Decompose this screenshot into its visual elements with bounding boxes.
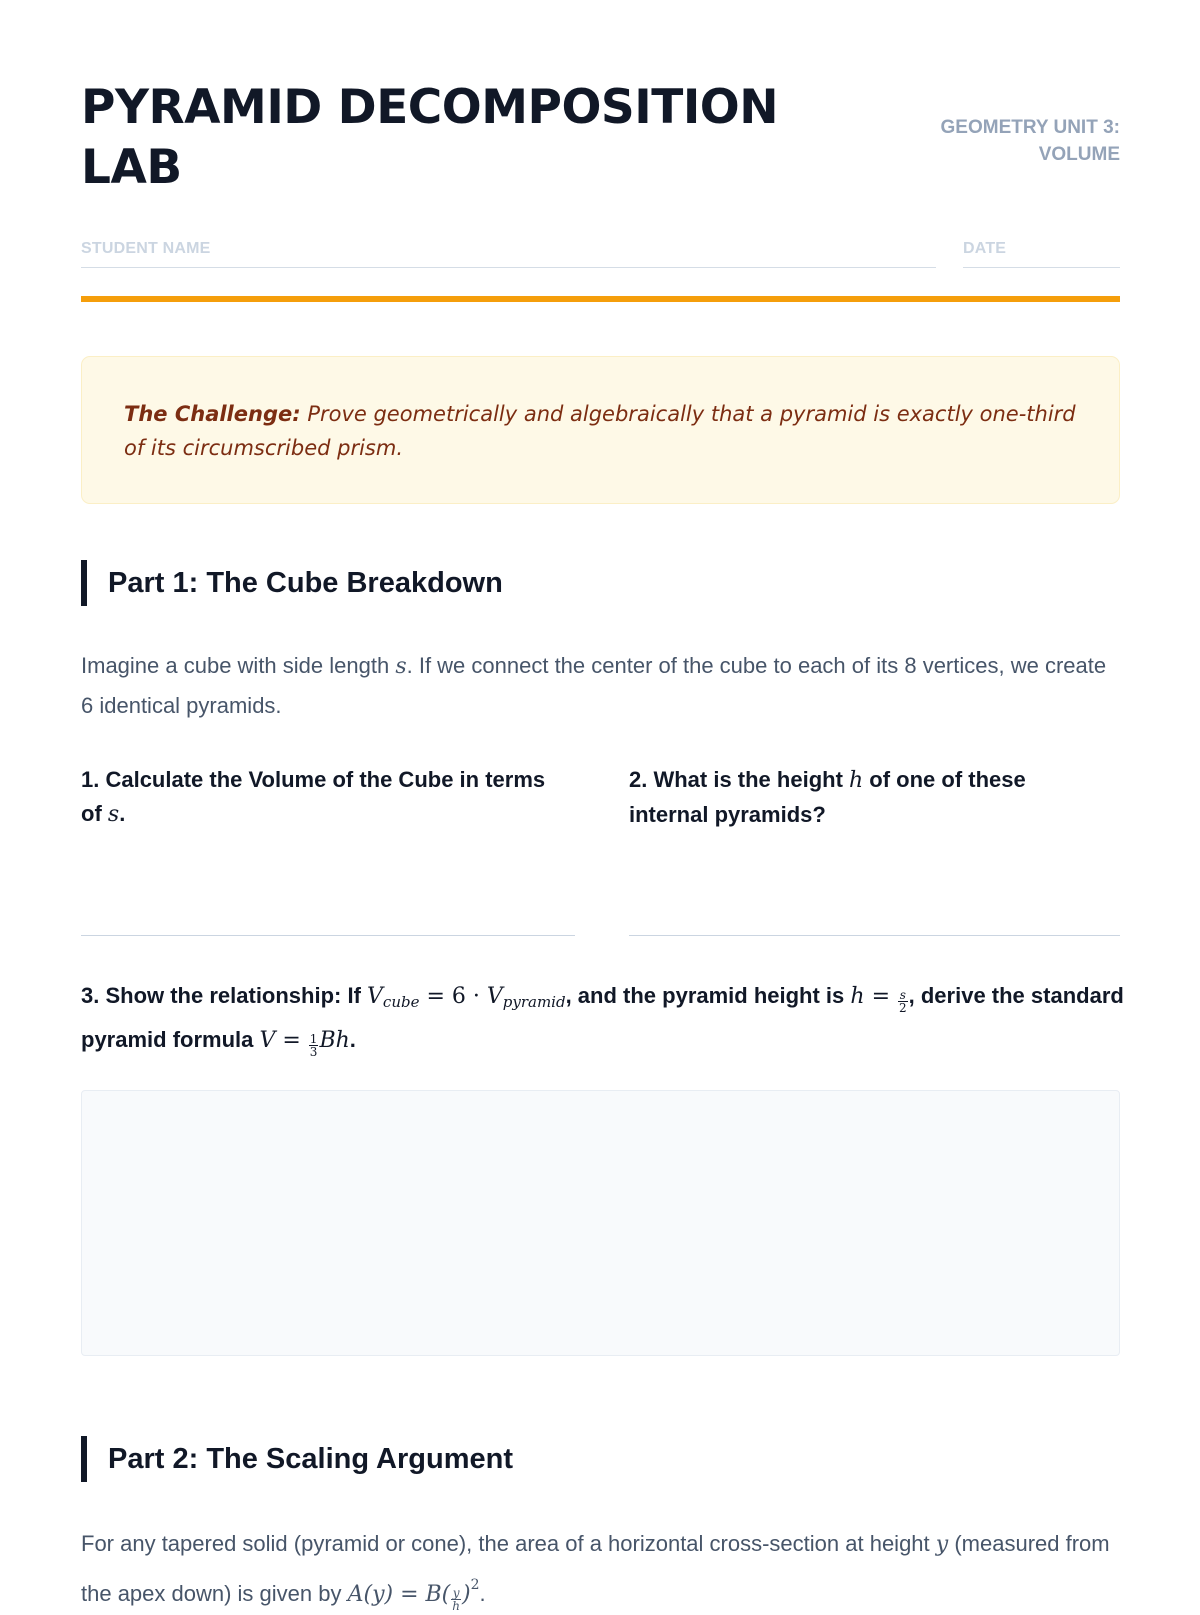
question-3-punct: .	[349, 1027, 356, 1052]
part1-heading: Part 1: The Cube Breakdown	[81, 560, 503, 606]
question-2	[629, 763, 1099, 832]
subscript-cube: cube	[382, 993, 420, 1011]
equals-six: = 6 ·	[419, 984, 487, 1009]
part2-intro	[81, 1523, 1121, 1615]
formula-cube-relationship	[367, 984, 566, 1009]
subscript-pyramid: pyramid	[502, 993, 566, 1011]
question-2-text-cont: of one of these internal pyramids?	[629, 767, 1026, 827]
question-2-text: 2. What is the height	[629, 767, 850, 792]
answer-line-1[interactable]	[81, 935, 575, 936]
part2-intro-punct: .	[479, 1581, 486, 1606]
question-3-text-cont: , and the pyramid height is	[565, 983, 851, 1008]
challenge-text: Prove geometrically and algebraically that a pyramid is exactly one-third of its circumscribed prism.	[124, 402, 1076, 460]
var-s: s	[395, 654, 407, 679]
equals-sign: =	[275, 1028, 308, 1053]
var-s: s	[107, 802, 120, 827]
frac-denominator: 2	[899, 1001, 907, 1015]
fraction-one-third	[309, 1033, 319, 1058]
var-v: V	[486, 984, 503, 1009]
formula-left: A(y) = B(	[347, 1582, 451, 1607]
var-y: y	[935, 1532, 949, 1557]
date-label: DATE	[963, 240, 1007, 257]
part2-intro-text: For any tapered solid (pyramid or cone), the area of a horizontal cross-section at height	[81, 1531, 936, 1556]
frac-denominator: 3	[309, 1045, 318, 1059]
formula-height	[850, 984, 908, 1015]
part1-intro-text: Imagine a cube with side length	[81, 653, 396, 678]
date-field[interactable]	[963, 267, 1120, 268]
challenge-callout	[81, 356, 1120, 504]
part1-intro-text-cont: . If we connect the center of the cube to each of its 8 vertices, we create 6 identical pyramids.	[81, 653, 1107, 718]
part2-heading: Part 2: The Scaling Argument	[81, 1436, 513, 1482]
var-h: h	[849, 768, 864, 793]
exponent: 2	[470, 1577, 480, 1593]
frac-numerator: 1	[309, 1032, 318, 1046]
part2-intro-text-cont: (measured from the apex down) is given by	[81, 1531, 1110, 1606]
unit-label: GEOMETRY UNIT 3: VOLUME	[940, 117, 1120, 165]
part1-intro	[81, 646, 1121, 725]
question-1-punct: .	[119, 801, 126, 826]
challenge-label: The Challenge:	[124, 402, 301, 426]
frac-numerator: y	[452, 1586, 460, 1600]
var-bh: Bh	[319, 1028, 350, 1053]
page-title: PYRAMID DECOMPOSITION LAB	[81, 80, 779, 195]
question-3-text: 3. Show the relationship: If	[81, 983, 368, 1008]
question-1-text: 1. Calculate the Volume of the Cube in terms of	[81, 767, 546, 826]
formula-right: )	[462, 1582, 471, 1607]
frac-denominator: h	[452, 1599, 460, 1613]
var-v: V	[259, 1028, 276, 1053]
student-name-label: STUDENT NAME	[81, 240, 211, 257]
student-name-field[interactable]	[81, 267, 936, 268]
accent-divider	[81, 296, 1120, 302]
equals-sign: =	[864, 984, 897, 1009]
question-3-text-cont: , derive the standard pyramid formula	[81, 983, 1124, 1052]
question-1	[81, 763, 551, 832]
question-3	[81, 977, 1141, 1059]
frac-numerator: s	[899, 988, 906, 1002]
answer-line-2[interactable]	[629, 935, 1120, 936]
formula-pyramid-volume	[259, 1028, 350, 1059]
var-h: h	[850, 984, 865, 1009]
var-v: V	[367, 984, 383, 1009]
formula-cross-section	[347, 1577, 480, 1613]
fraction-s-over-2	[898, 989, 908, 1014]
work-area[interactable]	[81, 1090, 1120, 1356]
